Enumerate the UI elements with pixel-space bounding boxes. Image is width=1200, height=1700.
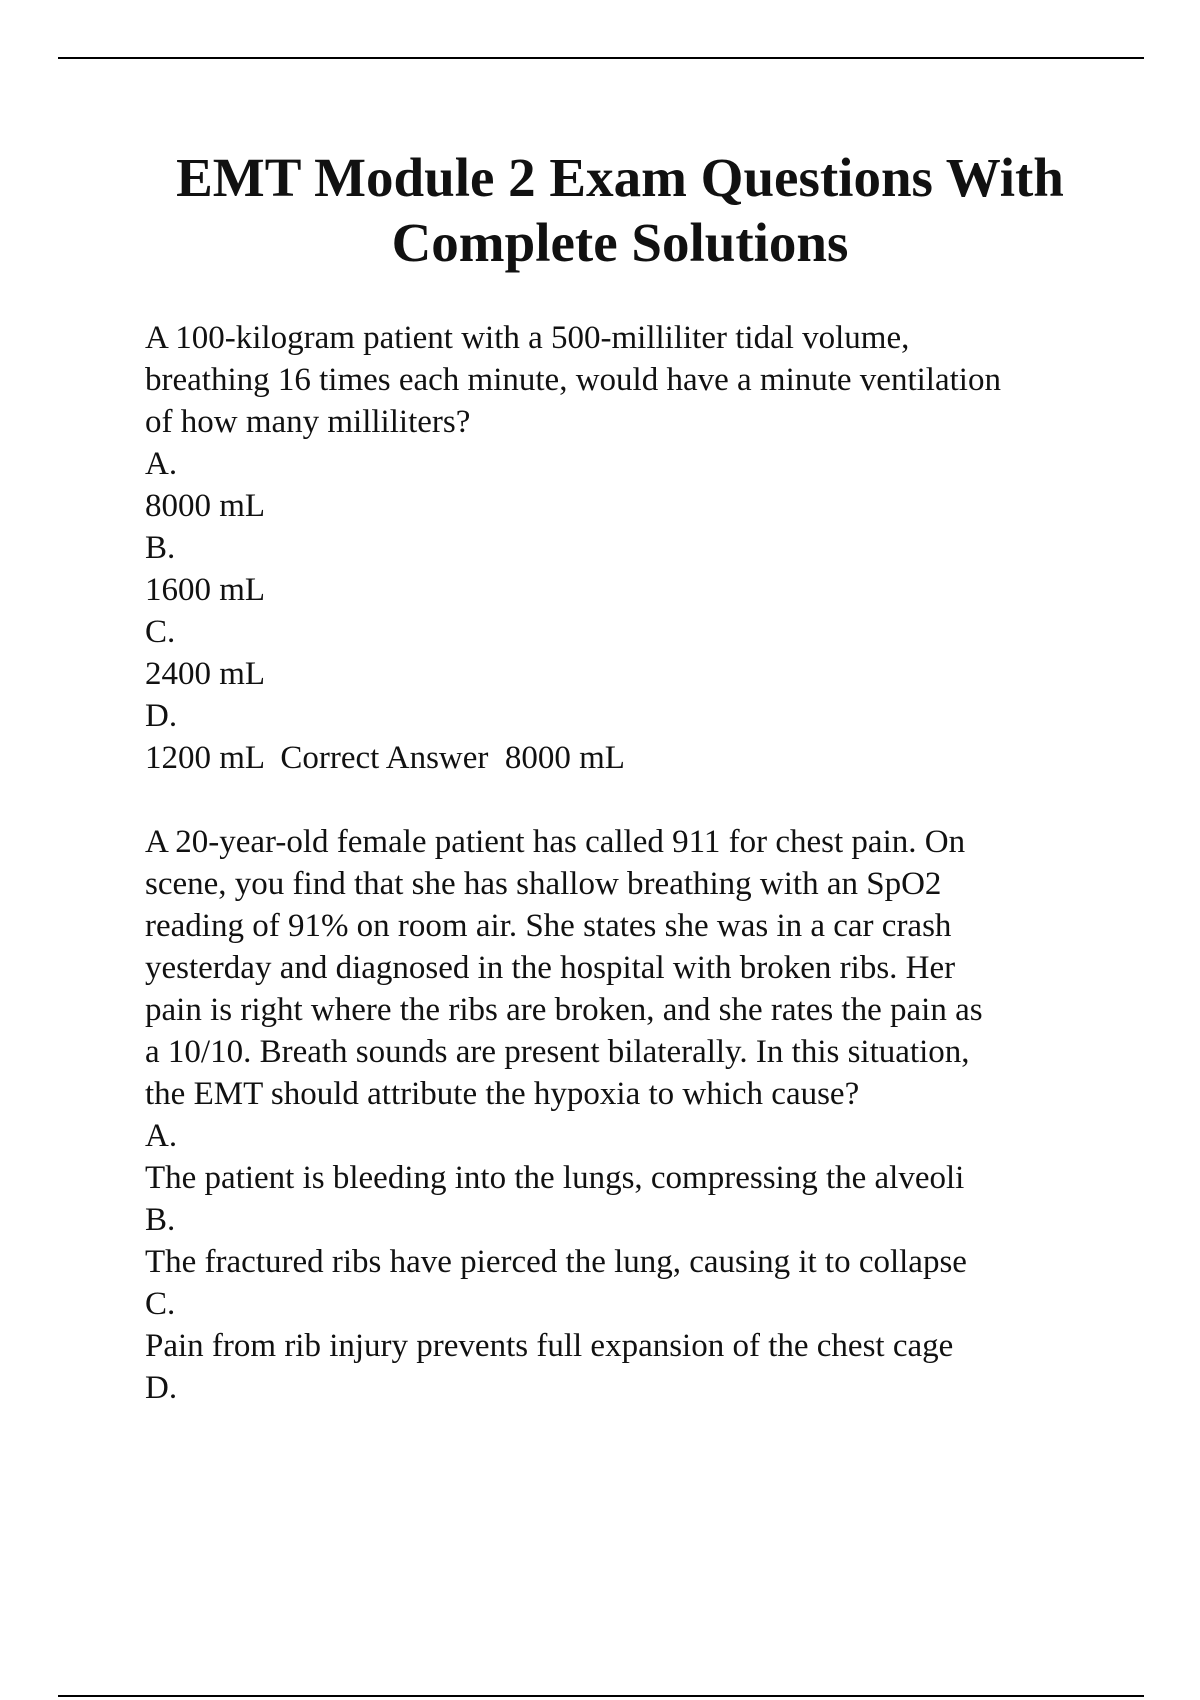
option-text: The fractured ribs have pierced the lung, causing it to collapse — [145, 1244, 967, 1280]
question-stem-line: the EMT should attribute the hypoxia to which cause? — [145, 1076, 860, 1112]
question-stem-line: a 10/10. Breath sounds are present bilaterally. In this situation, — [145, 1034, 970, 1070]
question-stem-line: yesterday and diagnosed in the hospital with broken ribs. Her — [145, 950, 956, 986]
question-stem-line: pain is right where the ribs are broken, and she rates the pain as — [145, 992, 983, 1028]
option-letter: A. — [145, 1118, 178, 1154]
option-text-with-answer: 1200 mL Correct Answer 8000 mL — [145, 740, 625, 776]
title-line-1: EMT Module 2 Exam Questions With — [176, 147, 1064, 208]
question-1 — [145, 317, 1145, 779]
bottom-rule — [58, 1695, 1144, 1697]
option-letter: A. — [145, 446, 178, 482]
option-letter: C. — [145, 614, 176, 650]
document-body — [145, 317, 1145, 1409]
question-stem-line: A 20-year-old female patient has called 911 for chest pain. On — [145, 824, 966, 860]
option-text: 2400 mL — [145, 656, 266, 692]
question-stem-line: scene, you find that she has shallow breathing with an SpO2 — [145, 866, 942, 902]
option-text: The patient is bleeding into the lungs, compressing the alveoli — [145, 1160, 965, 1196]
option-letter: D. — [145, 1370, 178, 1406]
question-stem-line: breathing 16 times each minute, would have a minute ventilation — [145, 362, 1001, 398]
option-text: 8000 mL — [145, 488, 266, 524]
title-line-2: Complete Solutions — [391, 212, 849, 273]
question-stem-line: A 100-kilogram patient with a 500-milliliter tidal volume, — [145, 320, 910, 356]
option-letter: B. — [145, 1202, 176, 1238]
document-title — [0, 145, 1200, 275]
option-letter: B. — [145, 530, 176, 566]
option-letter: C. — [145, 1286, 176, 1322]
option-letter: D. — [145, 698, 178, 734]
option-text: Pain from rib injury prevents full expansion of the chest cage — [145, 1328, 954, 1364]
option-text: 1600 mL — [145, 572, 266, 608]
top-rule — [58, 57, 1144, 59]
question-2 — [145, 821, 1145, 1409]
question-stem-line: reading of 91% on room air. She states she was in a car crash — [145, 908, 952, 944]
question-stem-line: of how many milliliters? — [145, 404, 471, 440]
